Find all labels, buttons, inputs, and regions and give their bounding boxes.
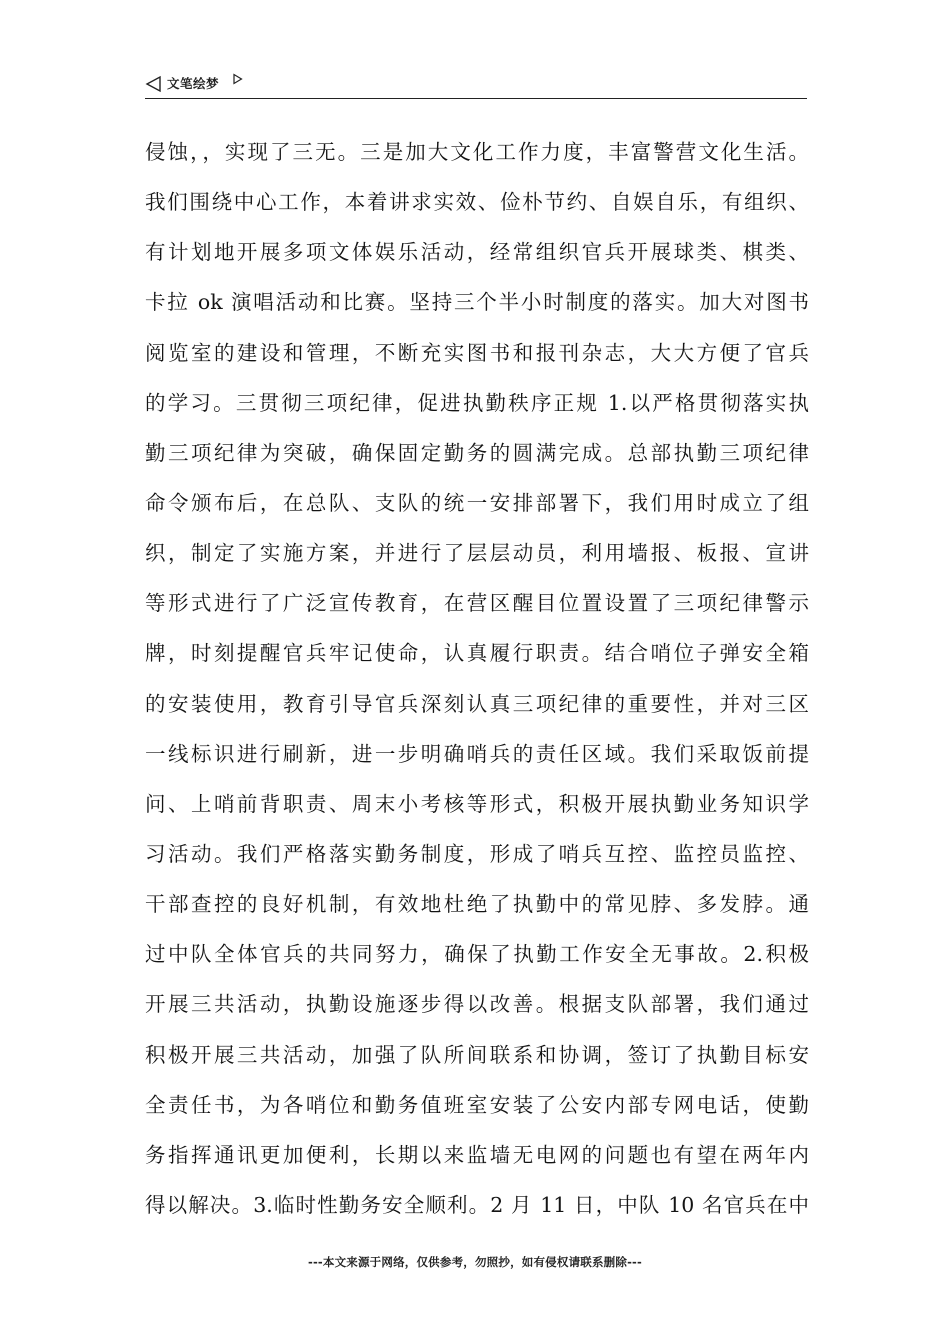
text-line: 阅览室的建设和管理，不断充实图书和报刊杂志，大大方便了官兵 [145, 340, 809, 365]
text-line: 有计划地开展多项文体娱乐活动，经常组织官兵开展球类、棋类、 [145, 240, 809, 265]
text-line: 问、上哨前背职责、周末小考核等形式，积极开展执勤业务知识学 [145, 791, 809, 816]
text-line: 全责任书，为各哨位和勤务值班室安装了公安内部专网电话，使勤 [145, 1092, 809, 1117]
text-line: 务指挥通讯更加便利，长期以来监墙无电网的问题也有望在两年内 [145, 1142, 809, 1167]
text-line: 开展三共活动，执勤设施逐步得以改善。根据支队部署，我们通过 [145, 992, 809, 1017]
triangle-left-outline-icon [145, 75, 163, 93]
header-title: 文笔绘梦 [167, 76, 220, 91]
document-body [145, 131, 809, 1234]
text-line: 得以解决。3.临时性勤务安全顺利。2 月 11 日，中队 10 名官兵在中 [145, 1192, 809, 1217]
page-header [145, 74, 807, 99]
text-line: 勤三项纪律为突破，确保固定勤务的圆满完成。总部执勤三项纪律 [145, 440, 809, 465]
text-line: 织，制定了实施方案，并进行了层层动员，利用墙报、板报、宣讲 [145, 541, 809, 566]
text-line: 命令颁布后，在总队、支队的统一安排部署下，我们用时成立了组 [145, 490, 809, 515]
text-line: 过中队全体官兵的共同努力，确保了执勤工作安全无事故。2.积极 [145, 942, 809, 967]
text-line: 干部查控的良好机制，有效地杜绝了执勤中的常见脖、多发脖。通 [145, 892, 809, 917]
text-line: 积极开展三共活动，加强了队所间联系和协调，签订了执勤目标安 [145, 1042, 809, 1067]
text-line: 卡拉 ok 演唱活动和比赛。坚持三个半小时制度的落实。加大对图书 [145, 290, 809, 315]
text-line: 我们围绕中心工作，本着讲求实效、俭朴节约、自娱自乐，有组织、 [145, 190, 809, 215]
text-line: 的学习。三贯彻三项纪律，促进执勤秩序正规 1.以严格贯彻落实执 [145, 390, 809, 415]
triangle-right-outline-icon [232, 73, 243, 85]
text-line: 一线标识进行刷新，进一步明确哨兵的责任区域。我们采取饭前提 [145, 741, 809, 766]
text-line: 的安装使用，教育引导官兵深刻认真三项纪律的重要性，并对三区 [145, 691, 809, 716]
text-line: 侵蚀，，实现了三无。三是加大文化工作力度，丰富警营文化生活。 [145, 140, 809, 164]
text-line: 牌，时刻提醒官兵牢记使命，认真履行职责。结合哨位子弹安全箱 [145, 641, 809, 666]
text-line: 习活动。我们严格落实勤务制度，形成了哨兵互控、监控员监控、 [145, 841, 809, 866]
page-footer: ---本文来源于网络，仅供参考，勿照抄，如有侵权请联系删除--- [307, 1255, 643, 1269]
text-line: 等形式进行了广泛宣传教育，在营区醒目位置设置了三项纪律警示 [145, 591, 809, 616]
